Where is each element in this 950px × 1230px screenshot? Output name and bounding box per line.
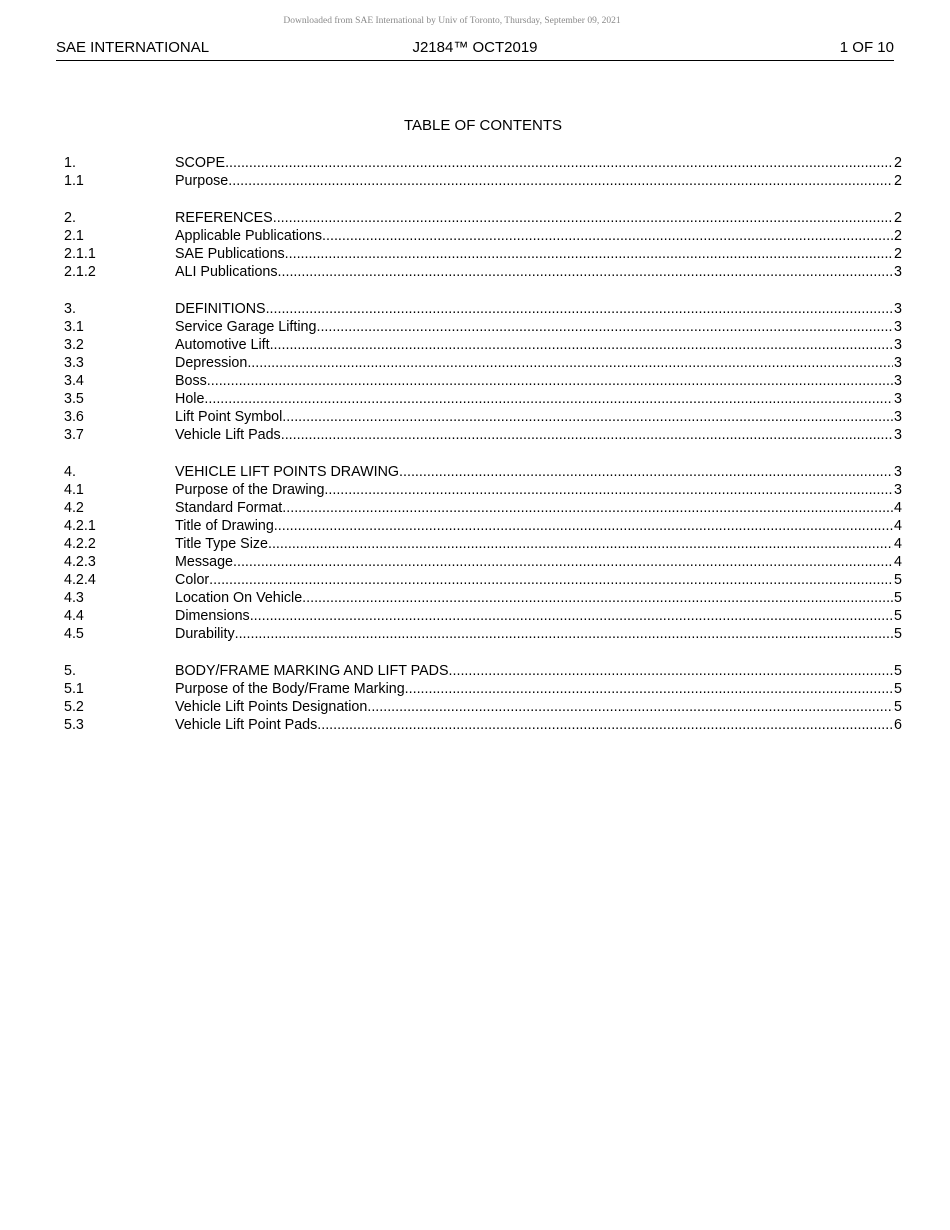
toc-entry-label: Lift Point Symbol bbox=[175, 409, 283, 425]
toc-entry[interactable] bbox=[64, 172, 902, 190]
toc-entry-body bbox=[175, 336, 902, 354]
toc-dot-leader bbox=[324, 481, 893, 499]
toc-entry-body bbox=[175, 426, 902, 444]
toc-dot-leader bbox=[225, 154, 893, 172]
toc-entry-page: 2 bbox=[894, 173, 902, 189]
toc-entry-page: 5 bbox=[894, 572, 902, 588]
toc-dot-leader bbox=[285, 245, 893, 263]
toc-entry-label: Purpose of the Body/Frame Marking bbox=[175, 681, 405, 697]
toc-entry-body bbox=[175, 263, 902, 281]
toc-entry-number: 4.2.1 bbox=[64, 518, 96, 534]
header-document-id: J2184™ OCT2019 bbox=[412, 39, 538, 56]
toc-entry-number: 2.1.2 bbox=[64, 264, 96, 280]
toc-entry-label: SCOPE bbox=[175, 155, 226, 171]
toc-entry[interactable] bbox=[64, 300, 902, 318]
toc-entry-label: Title Type Size bbox=[175, 536, 268, 552]
toc-entry-label: Purpose bbox=[175, 173, 229, 189]
toc-entry-number: 2.1 bbox=[64, 228, 84, 244]
toc-entry-body bbox=[175, 517, 902, 535]
toc-entry-number: 4.2.2 bbox=[64, 536, 96, 552]
toc-dot-leader bbox=[273, 209, 893, 227]
toc-dot-leader bbox=[316, 318, 893, 336]
toc-dot-leader bbox=[266, 300, 893, 318]
toc-entry-label: Title of Drawing bbox=[175, 518, 274, 534]
toc-entry[interactable] bbox=[64, 227, 902, 245]
toc-entry[interactable] bbox=[64, 680, 902, 698]
toc-entry-number: 3.4 bbox=[64, 373, 84, 389]
toc-entry-page: 3 bbox=[894, 355, 902, 371]
toc-dot-leader bbox=[209, 571, 893, 589]
toc-entry-label: Purpose of the Drawing bbox=[175, 482, 325, 498]
toc-entry-number: 4.3 bbox=[64, 590, 84, 606]
toc-dot-leader bbox=[281, 426, 893, 444]
toc-entry-body bbox=[175, 390, 902, 408]
toc-entry-number: 4.5 bbox=[64, 626, 84, 642]
toc-entry-number: 3.6 bbox=[64, 409, 84, 425]
toc-dot-leader bbox=[449, 662, 894, 680]
toc-section bbox=[64, 300, 902, 444]
toc-entry-number: 4.4 bbox=[64, 608, 84, 624]
header-page-number: 1 OF 10 bbox=[839, 39, 894, 56]
toc-entry-label: Color bbox=[175, 572, 210, 588]
toc-entry[interactable] bbox=[64, 716, 902, 734]
toc-entry-body bbox=[175, 625, 902, 643]
toc-entry-label: ALI Publications bbox=[175, 264, 278, 280]
toc-entry-label: Message bbox=[175, 554, 234, 570]
toc-entry-number: 4.1 bbox=[64, 482, 84, 498]
toc-entry-body bbox=[175, 172, 902, 190]
toc-entry-number: 4.2 bbox=[64, 500, 84, 516]
toc-dot-leader bbox=[207, 372, 893, 390]
toc-dot-leader bbox=[250, 607, 893, 625]
toc-entry-number: 3.3 bbox=[64, 355, 84, 371]
toc-entry-number: 3.5 bbox=[64, 391, 84, 407]
toc-dot-leader bbox=[270, 336, 893, 354]
toc-entry-page: 3 bbox=[894, 337, 902, 353]
toc-entry-body bbox=[175, 227, 902, 245]
toc-section bbox=[64, 154, 902, 190]
toc-entry-body bbox=[175, 716, 902, 734]
toc-entry-page: 3 bbox=[894, 373, 902, 389]
toc-entry-label: Vehicle Lift Point Pads bbox=[175, 717, 318, 733]
toc-entry[interactable] bbox=[64, 662, 902, 680]
toc-entry-number: 5.2 bbox=[64, 699, 84, 715]
toc-entry[interactable] bbox=[64, 336, 902, 354]
toc-entry-page: 5 bbox=[894, 699, 902, 715]
toc-entry-label: Depression bbox=[175, 355, 248, 371]
toc-entry-label: Applicable Publications bbox=[175, 228, 323, 244]
toc-entry-number: 5. bbox=[64, 663, 76, 679]
toc-entry-number: 2.1.1 bbox=[64, 246, 96, 262]
toc-entry[interactable] bbox=[64, 553, 902, 571]
toc-dot-leader bbox=[322, 227, 893, 245]
toc-entry[interactable] bbox=[64, 535, 902, 553]
toc-entry-page: 4 bbox=[894, 554, 902, 570]
toc-dot-leader bbox=[233, 553, 893, 571]
toc-dot-leader bbox=[317, 716, 893, 734]
toc-entry-number: 2. bbox=[64, 210, 76, 226]
download-watermark-note: Downloaded from SAE International by Univ of Toronto, Thursday, September 09, 2021 bbox=[283, 16, 621, 26]
toc-entry-page: 2 bbox=[894, 228, 902, 244]
toc-entry[interactable] bbox=[64, 499, 902, 517]
toc-entry-number: 1. bbox=[64, 155, 76, 171]
toc-entry-body bbox=[175, 589, 902, 607]
page-header bbox=[56, 38, 894, 61]
toc-entry-body bbox=[175, 481, 902, 499]
toc-entry-number: 3. bbox=[64, 301, 76, 317]
header-organization: SAE INTERNATIONAL bbox=[56, 39, 210, 56]
toc-entry[interactable] bbox=[64, 408, 902, 426]
toc-entry-page: 4 bbox=[894, 500, 902, 516]
toc-dot-leader bbox=[268, 535, 893, 553]
toc-entry[interactable] bbox=[64, 571, 902, 589]
toc-entry-page: 3 bbox=[894, 464, 902, 480]
toc-entry-label: Vehicle Lift Points Designation bbox=[175, 699, 368, 715]
toc-entry[interactable] bbox=[64, 318, 902, 336]
toc-entry-label: Vehicle Lift Pads bbox=[175, 427, 281, 443]
toc-entry-body bbox=[175, 499, 902, 517]
toc-entry-page: 5 bbox=[894, 590, 902, 606]
toc-entry-label: Standard Format bbox=[175, 500, 283, 516]
toc-dot-leader bbox=[367, 698, 893, 716]
toc-entry-body bbox=[175, 300, 902, 318]
toc-section bbox=[64, 662, 902, 734]
toc-entry-body bbox=[175, 662, 902, 680]
toc-entry-page: 3 bbox=[894, 301, 902, 317]
toc-entry-number: 1.1 bbox=[64, 173, 84, 189]
toc-entry-page: 3 bbox=[894, 319, 902, 335]
toc-entry-label: Automotive Lift bbox=[175, 337, 270, 353]
toc-dot-leader bbox=[204, 390, 893, 408]
toc-entry-page: 3 bbox=[894, 391, 902, 407]
toc-entry-page: 5 bbox=[894, 663, 902, 679]
toc-entry-body bbox=[175, 553, 902, 571]
toc-entry[interactable] bbox=[64, 245, 902, 263]
toc-entry-page: 3 bbox=[894, 427, 902, 443]
toc-entry-page: 5 bbox=[894, 608, 902, 624]
toc-entry-label: VEHICLE LIFT POINTS DRAWING bbox=[175, 464, 400, 480]
toc-entry-page: 3 bbox=[894, 482, 902, 498]
toc-entry-number: 3.7 bbox=[64, 427, 84, 443]
toc-entry-label: Service Garage Lifting bbox=[175, 319, 317, 335]
toc-dot-leader bbox=[282, 499, 893, 517]
toc-entry-page: 4 bbox=[894, 536, 902, 552]
toc-entry-page: 3 bbox=[894, 409, 902, 425]
toc-entry-page: 6 bbox=[894, 717, 902, 733]
toc-entry-body bbox=[175, 571, 902, 589]
toc-entry[interactable] bbox=[64, 372, 902, 390]
toc-entry-number: 5.1 bbox=[64, 681, 84, 697]
table-of-contents bbox=[64, 154, 902, 753]
toc-entry-body bbox=[175, 463, 902, 481]
toc-entry-page: 2 bbox=[894, 210, 902, 226]
toc-entry-body bbox=[175, 408, 902, 426]
toc-entry-number: 3.1 bbox=[64, 319, 84, 335]
toc-entry[interactable] bbox=[64, 354, 902, 372]
toc-entry-number: 5.3 bbox=[64, 717, 84, 733]
toc-entry-label: Dimensions bbox=[175, 608, 250, 624]
toc-entry[interactable] bbox=[64, 154, 902, 172]
toc-dot-leader bbox=[282, 408, 893, 426]
toc-section bbox=[64, 463, 902, 643]
toc-entry-label: Hole bbox=[175, 391, 205, 407]
toc-entry-number: 4.2.3 bbox=[64, 554, 96, 570]
toc-dot-leader bbox=[405, 680, 893, 698]
toc-entry-label: Boss bbox=[175, 373, 207, 389]
toc-entry[interactable] bbox=[64, 517, 902, 535]
toc-entry[interactable] bbox=[64, 426, 902, 444]
toc-dot-leader bbox=[302, 589, 893, 607]
toc-entry-label: SAE Publications bbox=[175, 246, 285, 262]
toc-entry-page: 5 bbox=[894, 681, 902, 697]
toc-entry-body bbox=[175, 354, 902, 372]
toc-entry-body bbox=[175, 245, 902, 263]
toc-entry-page: 2 bbox=[894, 155, 902, 171]
toc-entry[interactable] bbox=[64, 481, 902, 499]
toc-entry-body bbox=[175, 535, 902, 553]
toc-entry[interactable] bbox=[64, 607, 902, 625]
toc-entry-label: BODY/FRAME MARKING AND LIFT PADS bbox=[175, 663, 449, 679]
toc-dot-leader bbox=[228, 172, 893, 190]
toc-entry-body bbox=[175, 209, 902, 227]
toc-entry-page: 5 bbox=[894, 626, 902, 642]
toc-entry-body bbox=[175, 154, 902, 172]
toc-title: TABLE OF CONTENTS bbox=[403, 117, 563, 134]
toc-dot-leader bbox=[235, 625, 893, 643]
toc-entry[interactable] bbox=[64, 390, 902, 408]
toc-entry-number: 4.2.4 bbox=[64, 572, 96, 588]
toc-entry-number: 3.2 bbox=[64, 337, 84, 353]
toc-entry-body bbox=[175, 680, 902, 698]
toc-entry-body bbox=[175, 372, 902, 390]
toc-entry-page: 4 bbox=[894, 518, 902, 534]
toc-dot-leader bbox=[274, 517, 893, 535]
toc-entry-label: Location On Vehicle bbox=[175, 590, 303, 606]
toc-dot-leader bbox=[399, 463, 893, 481]
toc-dot-leader bbox=[247, 354, 893, 372]
toc-entry-label: DEFINITIONS bbox=[175, 301, 266, 317]
toc-entry[interactable] bbox=[64, 263, 902, 281]
toc-entry-label: REFERENCES bbox=[175, 210, 273, 226]
toc-entry[interactable] bbox=[64, 209, 902, 227]
toc-entry[interactable] bbox=[64, 589, 902, 607]
toc-entry-number: 4. bbox=[64, 464, 76, 480]
toc-entry[interactable] bbox=[64, 698, 902, 716]
toc-dot-leader bbox=[278, 263, 894, 281]
toc-entry-body bbox=[175, 698, 902, 716]
toc-entry-page: 3 bbox=[894, 264, 902, 280]
toc-section bbox=[64, 209, 902, 281]
toc-entry[interactable] bbox=[64, 463, 902, 481]
toc-entry-page: 2 bbox=[894, 246, 902, 262]
toc-entry[interactable] bbox=[64, 625, 902, 643]
toc-entry-label: Durability bbox=[175, 626, 235, 642]
toc-entry-body bbox=[175, 318, 902, 336]
toc-entry-body bbox=[175, 607, 902, 625]
